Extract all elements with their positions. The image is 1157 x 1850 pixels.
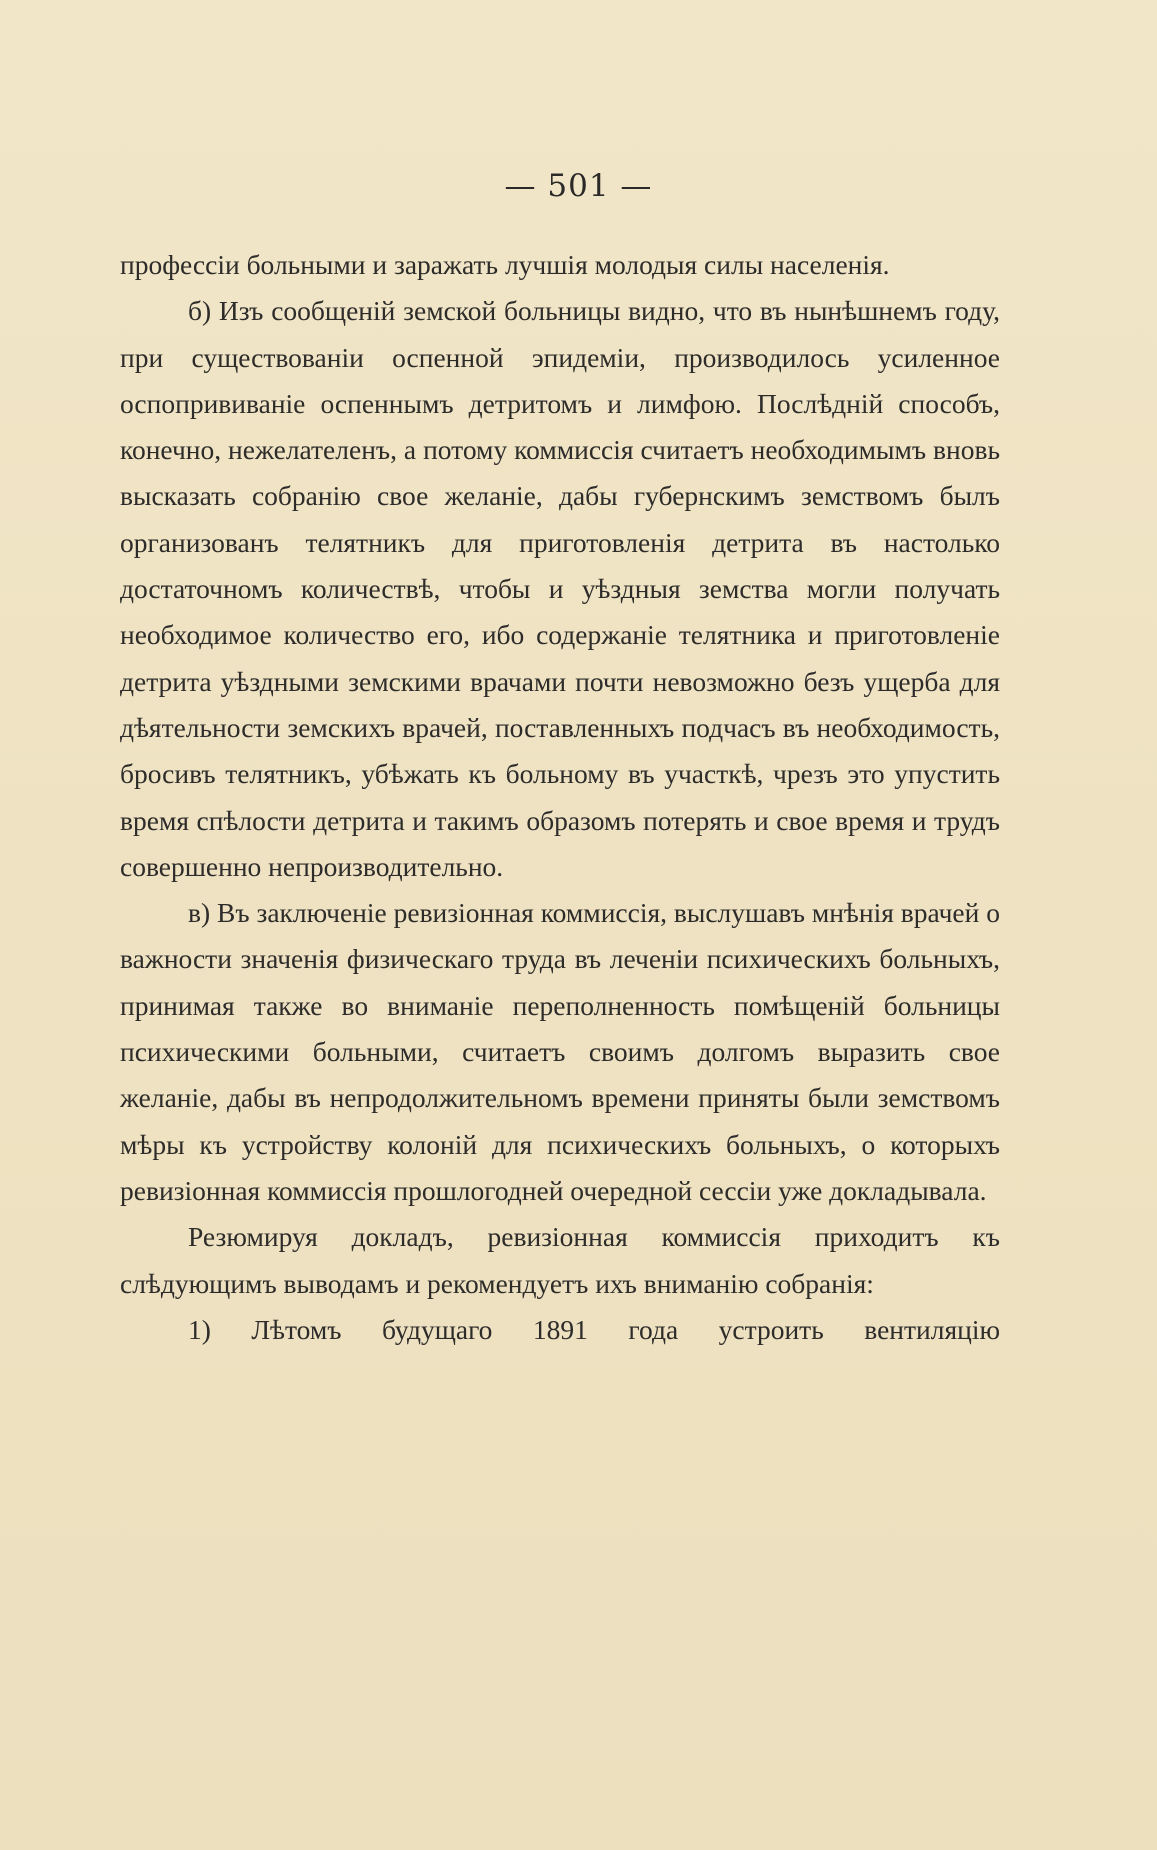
paragraph-summary: Резюмируя докладъ, ревизiонная коммиссiя приходитъ къ слѣдующимъ выводамъ и рекомендуетъ ихъ вниманiю собранiя: [120,1221,1000,1299]
paragraph-continuation: профессiи больными и заражать лучшiя молодыя силы населенiя. [120,249,890,280]
paragraph-item-1: 1) Лѣтомъ будущаго 1891 года устроить вентиляцiю [188,1313,1000,1345]
body-text [120,242,1000,1353]
paragraph-b: б) Изъ сообщенiй земской больницы видно, что въ нынѣшнемъ году, при существованiи оспенной эпидемiи, производилось усиленное оспопрививанiе оспеннымъ детритомъ и лимфою. Послѣднiй способъ, конечно, нежелателенъ, а потому коммиссiя считаетъ необходимымъ вновь высказать собранiю свое желанiе, дабы губернскимъ земствомъ былъ организованъ телятникъ для приготовленiя детрита въ настолько достаточномъ количествѣ, чтобы и уѣздныя земства могли получать необходимое количество его, ибо содержанiе телятника и приготовленiе детрита уѣздными земскими врачами почти невозможно безъ ущерба для дѣятельности земскихъ врачей, поставленныхъ подчасъ въ необходимость, бросивъ телятникъ, убѣжать къ больному въ участкѣ, чрезъ это упустить время спѣлости детрита и такимъ образомъ потерять и свое время и трудъ совершенно непроизводительно. [120,295,1000,882]
paragraph-v: в) Въ заключенiе ревизiонная коммиссiя, выслушавъ мнѣнiя врачей о важности значенiя физическаго труда въ леченiи психическихъ больныхъ, принимая также во вниманiе переполненность помѣщенiй больницы психическими больными, считаетъ своимъ долгомъ выразить свое желанiе, дабы въ непродолжительномъ времени приняты были земствомъ мѣры къ устройству колонiй для психическихъ больныхъ, о которыхъ ревизiонная коммиссiя прошлогодней очередной сессiи уже докладывала. [120,897,1000,1206]
page-number: — 501 — [504,168,653,204]
